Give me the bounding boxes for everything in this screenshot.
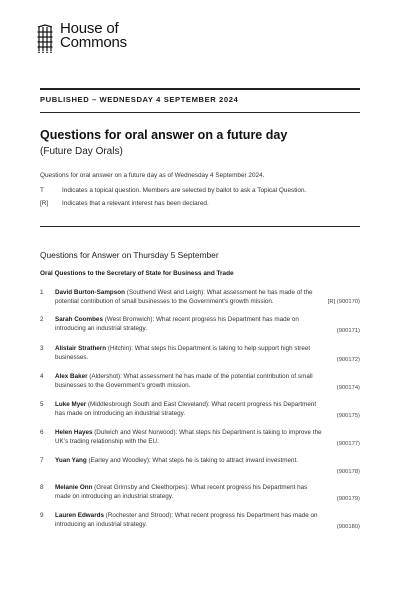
legend-key: [R] [40, 200, 49, 207]
question-reference: (900179) [336, 496, 360, 502]
question-text: What assessment he has made of the potential contribution of small businesses to the Government’s growth mission. [55, 373, 313, 389]
question-reference: (900171) [336, 328, 360, 334]
question-text: What recent progress his Department has made on introducing an industrial strategy. [55, 401, 317, 417]
question-member: Luke Myer [55, 401, 87, 408]
question-reference: (900177) [336, 441, 360, 447]
question-member: Alistair Strathern [55, 345, 107, 352]
question-text: What recent progress his Department has made on introducing an industrial strategy. [55, 484, 308, 500]
question-number: 2 [40, 316, 44, 323]
question-member: Alex Baker [55, 373, 88, 380]
question-number: 9 [40, 512, 44, 519]
question-member: Melanie Onn [55, 484, 93, 491]
question-reference: (900180) [336, 524, 360, 530]
question-member: David Burton-Sampson [55, 289, 125, 296]
question-member: Sarah Coombes [55, 316, 103, 323]
question-number: 4 [40, 373, 44, 380]
department-heading: Oral Questions to the Secretary of State for Business and Trade [40, 270, 234, 277]
question-number: 5 [40, 401, 44, 408]
legend-key: T [40, 187, 44, 194]
portcullis-icon [36, 24, 54, 54]
legend-relevant-interest [40, 200, 209, 207]
question-reference: [R] (900170) [327, 299, 360, 305]
logo-wordmark [60, 22, 127, 50]
question-constituency: (Middlesbrough South and East Cleveland): [86, 401, 210, 408]
question-text: What recent progress his Department has made on introducing an industrial strategy. [55, 512, 318, 528]
question-text: What steps his Department is taking to improve the UK’s trading relationship with the EU. [55, 429, 322, 445]
logo-line-1: House of [60, 20, 119, 37]
question-constituency: (Dulwich and West Norwood): [92, 429, 178, 436]
legend-topical [40, 187, 306, 194]
question-text: What assessment he has made of the potential contribution of small businesses to the Government’s growth mission. [55, 289, 313, 305]
question-member: Helen Hayes [55, 429, 93, 436]
intro-text: Questions for oral answer on a future day as of Wednesday 4 September 2024. [40, 172, 265, 179]
question-constituency: (Earley and Woodley): [86, 457, 151, 464]
legend-text: Indicates a topical question. Members are selected by ballot to ask a Topical Question. [62, 187, 307, 194]
question-constituency: (Southend West and Leigh): [124, 289, 206, 296]
question-member: Lauren Edwards [55, 512, 104, 519]
question-number: 6 [40, 429, 44, 436]
question-number: 1 [40, 289, 44, 296]
legend-text: Indicates that a relevant interest has been declared. [62, 200, 209, 207]
section-rule [40, 226, 360, 227]
question-constituency: (Rochester and Strood): [104, 512, 173, 519]
question-number: 8 [40, 484, 44, 491]
question-reference: (900175) [336, 413, 360, 419]
question-constituency: (Great Grimsby and Cleethorpes): [92, 484, 190, 491]
section-heading: Questions for Answer on Thursday 5 September [40, 250, 219, 260]
question-reference: (900172) [336, 357, 360, 363]
page-subtitle: (Future Day Orals) [40, 146, 123, 157]
question-number: 7 [40, 457, 44, 464]
published-rule [40, 112, 360, 113]
question-text: What recent progress his Department has made on introducing an industrial strategy. [55, 316, 299, 332]
top-rule [40, 88, 360, 90]
question-text: What steps his Department is taking to help support high street businesses. [55, 345, 311, 361]
house-of-commons-logo [36, 22, 127, 54]
question-number: 3 [40, 345, 44, 352]
question-reference: (900174) [336, 385, 360, 391]
question-constituency: (Hitchin): [106, 345, 134, 352]
question-reference: (900178) [336, 469, 360, 475]
question-constituency: (Aldershot): [87, 373, 122, 380]
page-title: Questions for oral answer on a future day [40, 128, 288, 142]
question-member: Yuan Yang [55, 457, 87, 464]
published-date: PUBLISHED – WEDNESDAY 4 SEPTEMBER 2024 [40, 95, 239, 104]
logo-line-2: Commons [60, 34, 127, 51]
question-constituency: (West Bromwich): [102, 316, 155, 323]
question-text: What steps he is taking to attract inward investment. [150, 457, 299, 464]
